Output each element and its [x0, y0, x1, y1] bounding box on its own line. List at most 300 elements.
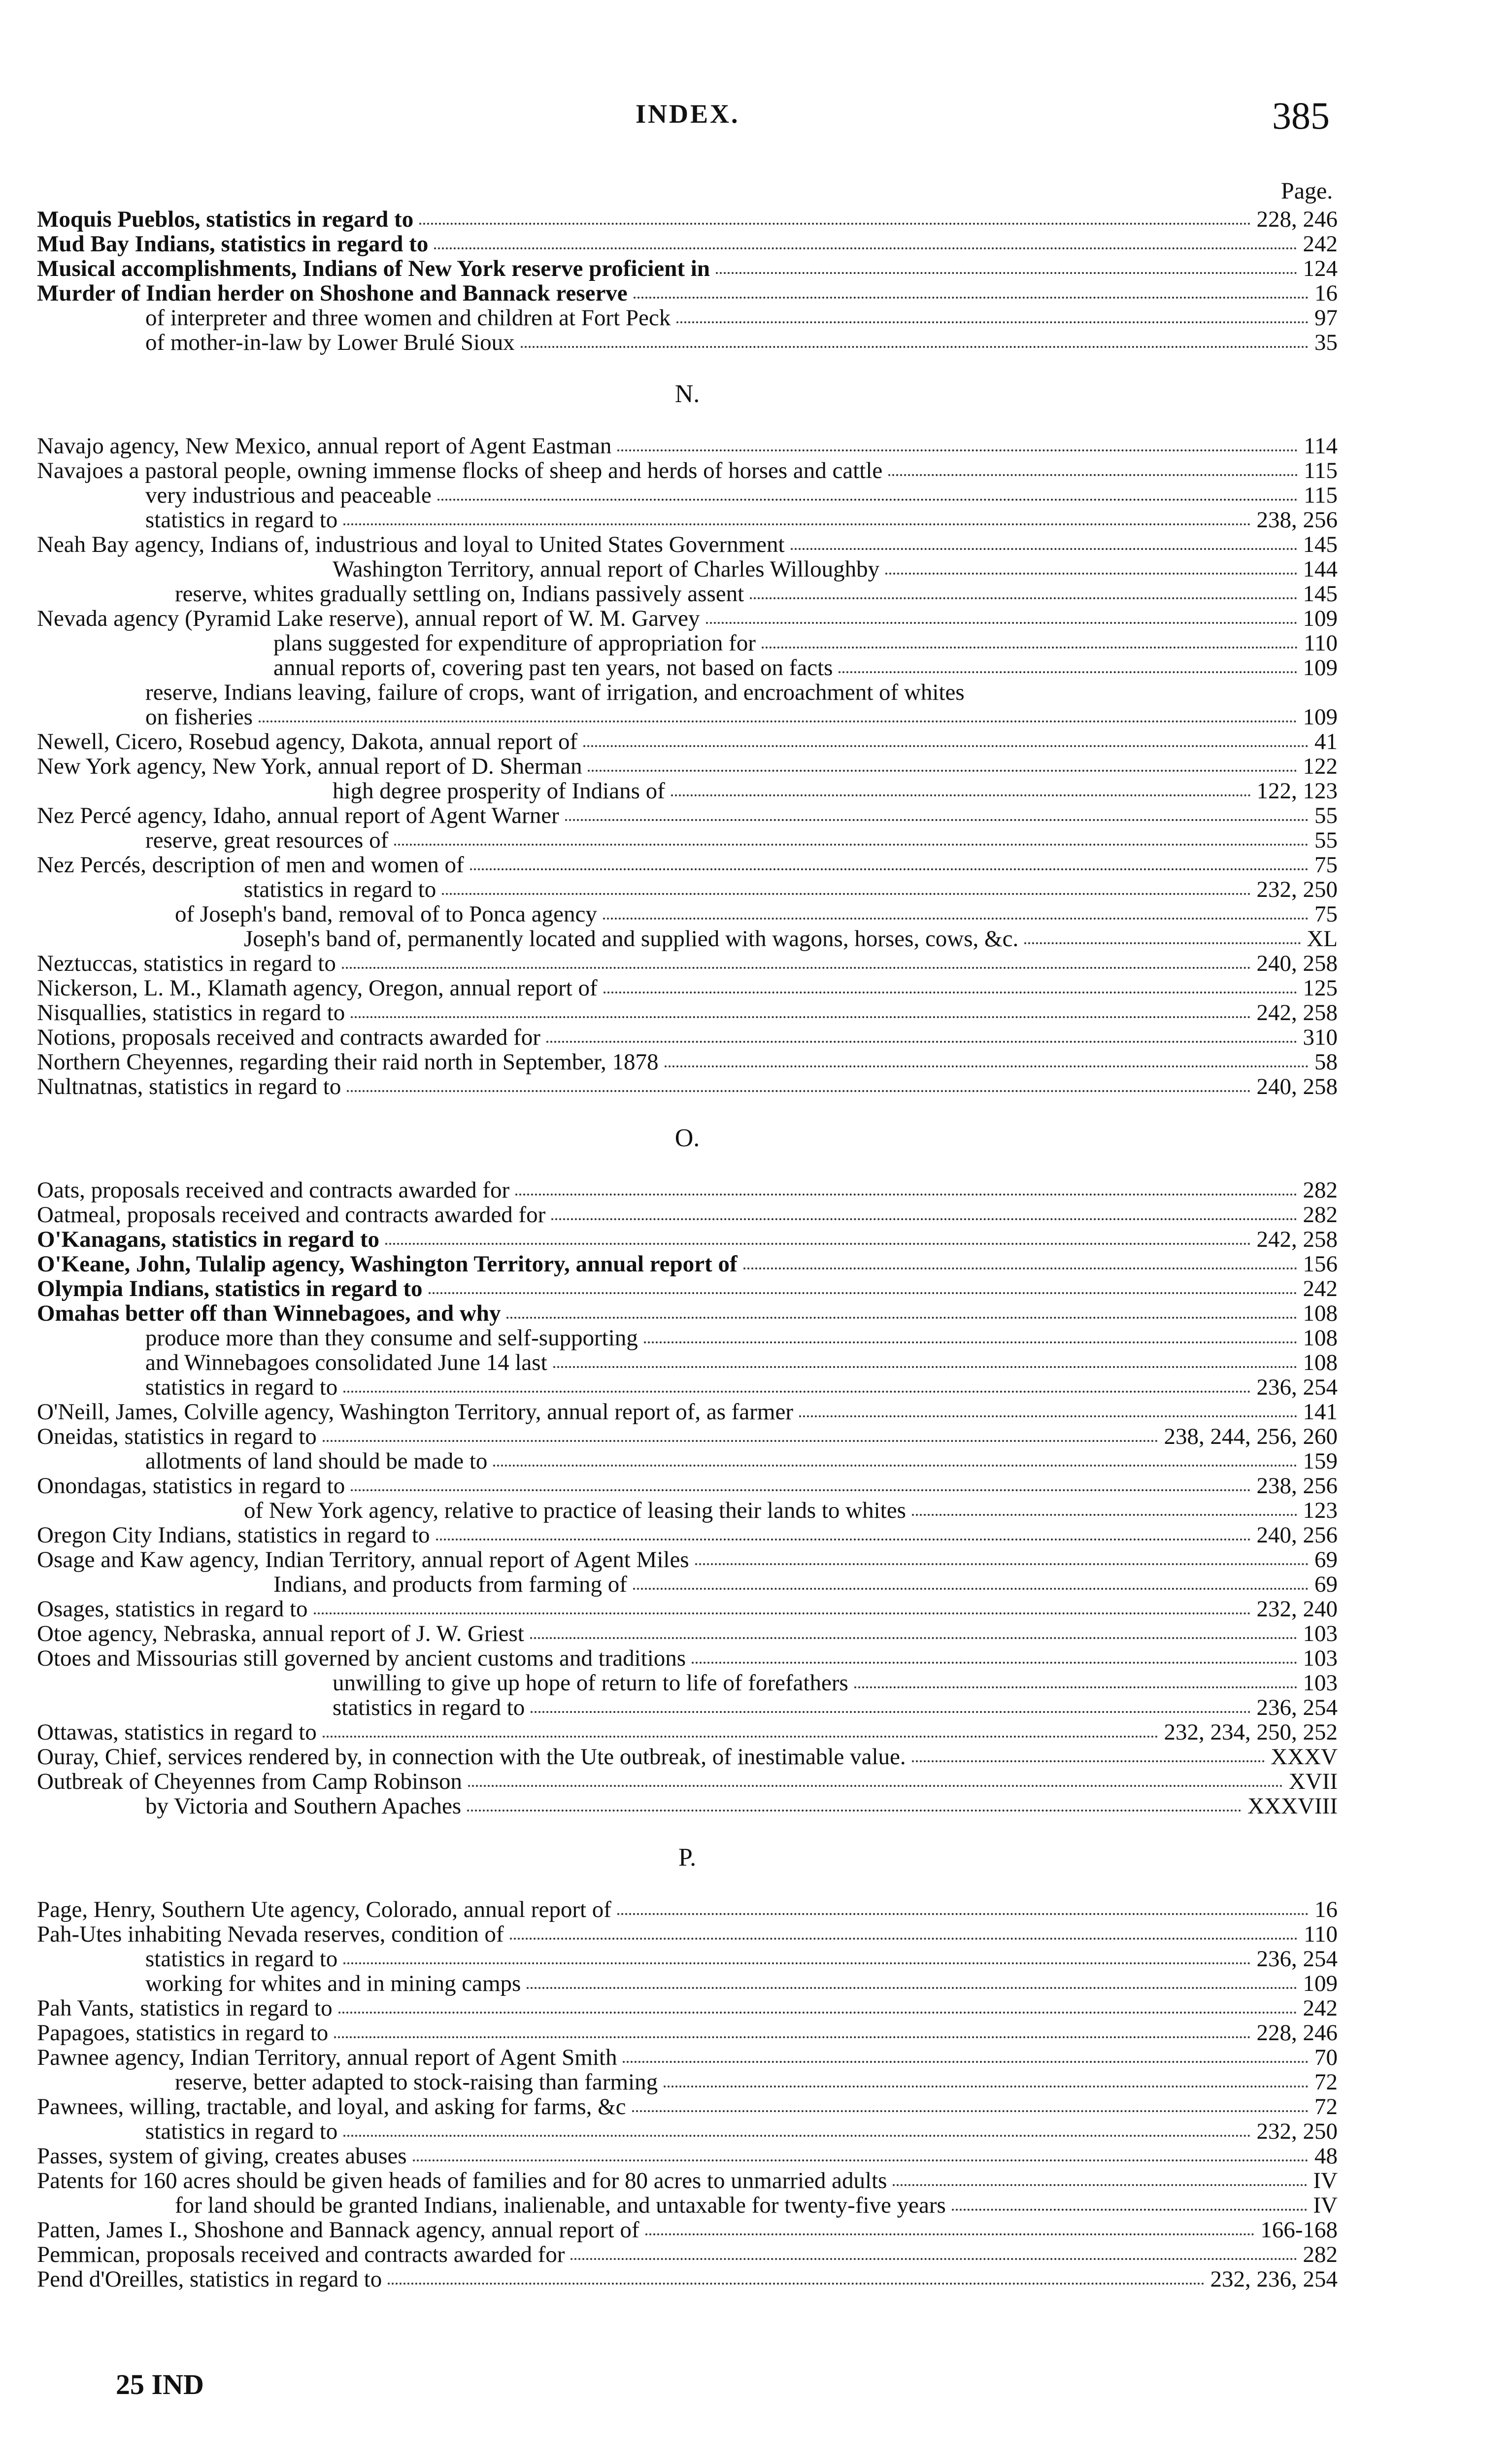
index-entry: [37, 877, 1338, 902]
entry-text: Oregon City Indians, statistics in regard to: [37, 1522, 430, 1548]
entry-pages: 108: [1303, 1325, 1338, 1351]
entry-pages: 238, 256: [1256, 507, 1338, 533]
dot-leader: [351, 1489, 1250, 1491]
entry-text: O'Neill, James, Colville agency, Washington Territory, annual report of, as farmer: [37, 1399, 793, 1425]
index-entry: [37, 976, 1338, 1000]
entry-text: Oats, proposals received and contracts awarded for: [37, 1177, 510, 1203]
entry-pages: 145: [1303, 581, 1338, 607]
entry-text: Musical accomplishments, Indians of New York reserve proficient in: [37, 256, 710, 281]
index-entry: [37, 582, 1338, 606]
entry-pages: 109: [1303, 1971, 1338, 1996]
dot-leader: [314, 1612, 1251, 1614]
dot-leader: [323, 1440, 1158, 1442]
entry-text: Page, Henry, Southern Ute agency, Colorado, annual report of: [37, 1897, 611, 1922]
dot-leader: [633, 1588, 1309, 1590]
index-entry: [37, 306, 1338, 330]
entry-pages: 159: [1303, 1448, 1338, 1474]
entry-pages: 240, 258: [1256, 951, 1338, 976]
dot-leader: [854, 1686, 1297, 1688]
index-entry: [37, 2020, 1338, 2045]
index-entry: [37, 508, 1338, 532]
dot-leader: [551, 1218, 1297, 1220]
entry-text: statistics in regard to: [244, 877, 437, 902]
page-header: [0, 94, 1512, 143]
entry-text: statistics in regard to: [145, 1374, 338, 1400]
dot-leader: [347, 1090, 1250, 1092]
index-entry: [37, 1996, 1338, 2020]
entry-text: statistics in regard to: [145, 507, 338, 533]
index-entry: [37, 2267, 1338, 2292]
entry-pages: 232, 250: [1256, 2119, 1338, 2144]
entry-pages: 228, 246: [1256, 2020, 1338, 2046]
entry-text: Pah-Utes inhabiting Nevada reserves, condition of: [37, 1921, 504, 1947]
entry-pages: 110: [1304, 1921, 1338, 1947]
dot-leader: [467, 1810, 1242, 1812]
entry-text: Moquis Pueblos, statistics in regard to: [37, 206, 414, 232]
dot-leader: [338, 2012, 1297, 2014]
dot-leader: [343, 1962, 1250, 1964]
index-entry: [37, 705, 1338, 729]
entry-text: and Winnebagoes consolidated June 14 last: [145, 1350, 547, 1375]
entry-pages: 238, 244, 256, 260: [1164, 1424, 1338, 1449]
entry-pages: 114: [1304, 433, 1338, 459]
dot-leader: [623, 2061, 1309, 2063]
entry-pages: 144: [1303, 556, 1338, 582]
entry-pages: 108: [1303, 1300, 1338, 1326]
dot-leader: [750, 597, 1297, 599]
index-entry: [37, 2094, 1338, 2119]
index-entry: [37, 1947, 1338, 1971]
entry-pages: 242: [1303, 231, 1338, 257]
entry-text: Pawnee agency, Indian Territory, annual report of Agent Smith: [37, 2045, 617, 2070]
dot-leader: [437, 499, 1298, 501]
entry-pages: 282: [1303, 1177, 1338, 1203]
dot-leader: [799, 1415, 1297, 1417]
dot-leader: [888, 474, 1298, 476]
dot-leader: [617, 449, 1298, 451]
entry-text: Navajo agency, New Mexico, annual report of Agent Eastman: [37, 433, 612, 459]
entry-text: Pend d'Oreilles, statistics in regard to: [37, 2266, 382, 2292]
index-entry: [37, 1202, 1338, 1227]
index-entry: [37, 926, 1338, 951]
entry-pages: 141: [1303, 1399, 1338, 1425]
entry-pages: 236, 254: [1256, 1695, 1338, 1720]
entry-pages: 240, 258: [1256, 1074, 1338, 1099]
dot-leader: [912, 1514, 1297, 1516]
index-entry: [37, 1000, 1338, 1025]
index-entry: [37, 779, 1338, 803]
index-entry: [37, 2144, 1338, 2168]
entry-pages: 240, 256: [1256, 1522, 1338, 1548]
entry-text: Joseph's band of, permanently located and supplied with wagons, horses, cows, &c.: [244, 926, 1019, 952]
index-entry: [37, 1178, 1338, 1202]
index-entry: [37, 458, 1338, 483]
index-entry: [37, 1745, 1338, 1769]
entry-pages: 72: [1314, 2069, 1338, 2095]
entry-pages: 110: [1304, 630, 1338, 656]
entry-text: of interpreter and three women and children at Fort Peck: [145, 305, 671, 331]
index-entry: [37, 1671, 1338, 1695]
dot-leader: [912, 1760, 1265, 1762]
page-number: 385: [1272, 94, 1330, 137]
dot-leader: [419, 223, 1250, 225]
entry-text: by Victoria and Southern Apaches: [145, 1793, 462, 1819]
section-letter: P.: [678, 1844, 697, 1872]
index-entry: [37, 853, 1338, 877]
entry-text: Olympia Indians, statistics in regard to: [37, 1276, 423, 1301]
index-entry: [37, 1326, 1338, 1350]
entry-text: of Joseph's band, removal of to Ponca agency: [175, 901, 597, 927]
dot-leader: [388, 2283, 1204, 2285]
entry-pages: 123: [1303, 1498, 1338, 1523]
entry-pages: XXXV: [1271, 1744, 1338, 1770]
dot-leader: [429, 1292, 1297, 1294]
entry-pages: XL: [1307, 926, 1338, 952]
entry-pages: 69: [1314, 1572, 1338, 1597]
entry-pages: 70: [1314, 2045, 1338, 2070]
dot-leader: [530, 1637, 1297, 1639]
index-entry: [37, 2218, 1338, 2242]
dot-leader: [665, 1065, 1309, 1067]
dot-leader: [743, 1267, 1297, 1269]
index-entry: [37, 1301, 1338, 1326]
entry-text: Nisquallies, statistics in regard to: [37, 1000, 345, 1026]
dot-leader: [1024, 942, 1301, 944]
entry-text: produce more than they consume and self-supporting: [145, 1325, 638, 1351]
entry-pages: 16: [1314, 280, 1338, 306]
dot-leader: [571, 2258, 1297, 2260]
entry-text: O'Keane, John, Tulalip agency, Washington Territory, annual report of: [37, 1251, 738, 1277]
entry-text: Patents for 160 acres should be given heads of families and for 80 acres to unmarried adults: [37, 2168, 887, 2193]
dot-leader: [259, 720, 1297, 722]
entry-pages: IV: [1313, 2192, 1338, 2218]
entry-text: Otoe agency, Nebraska, annual report of J. W. Griest: [37, 1621, 524, 1646]
dot-leader: [644, 1341, 1297, 1343]
entry-pages: IV: [1313, 2168, 1338, 2193]
index-entry: [37, 2045, 1338, 2070]
entry-text: statistics in regard to: [145, 2119, 338, 2144]
index-entry: [37, 532, 1338, 557]
entry-pages: 109: [1303, 704, 1338, 730]
dot-leader: [493, 1465, 1297, 1467]
index-entry: [37, 1547, 1338, 1572]
dot-leader: [343, 2135, 1250, 2137]
dot-leader: [634, 297, 1309, 299]
index-entry: [37, 1720, 1338, 1745]
dot-leader: [603, 918, 1309, 920]
entry-pages: 242, 258: [1256, 1000, 1338, 1026]
entry-pages: 232, 240: [1256, 1596, 1338, 1622]
dot-leader: [716, 272, 1297, 274]
entry-pages: 124: [1303, 256, 1338, 281]
dot-leader: [506, 1317, 1297, 1319]
entry-text: Washington Territory, annual report of Charles Willoughby: [333, 556, 880, 582]
index-entry: [37, 729, 1338, 754]
index-entry: [37, 1523, 1338, 1547]
entry-text: Omahas better off than Winnebagoes, and why: [37, 1300, 501, 1326]
entry-pages: 109: [1303, 606, 1338, 631]
index-entry: [37, 1350, 1338, 1375]
entry-pages: 238, 256: [1256, 1473, 1338, 1499]
entry-text: Otoes and Missourias still governed by ancient customs and traditions: [37, 1645, 686, 1671]
dot-leader: [342, 967, 1251, 969]
index-entry: [37, 207, 1338, 232]
index-entry: [37, 1252, 1338, 1276]
index-entry: [37, 1621, 1338, 1646]
entry-pages: 69: [1314, 1547, 1338, 1573]
index-entry: [37, 754, 1338, 779]
index-entry: [37, 828, 1338, 853]
entry-text: Murder of Indian herder on Shoshone and Bannack reserve: [37, 280, 628, 306]
index-entry: [37, 1498, 1338, 1523]
entry-pages: 108: [1303, 1350, 1338, 1375]
entry-pages: 236, 254: [1256, 1946, 1338, 1972]
entry-text: for land should be granted Indians, inalienable, and untaxable for twenty-five years: [175, 2192, 946, 2218]
dot-leader: [351, 1016, 1250, 1018]
index-entry: [37, 483, 1338, 508]
entry-text: Ottawas, statistics in regard to: [37, 1719, 317, 1745]
entry-text: Nez Percé agency, Idaho, annual report of Agent Warner: [37, 803, 559, 828]
entry-text: Oatmeal, proposals received and contracts awarded for: [37, 1202, 546, 1228]
entry-pages: 236, 254: [1256, 1374, 1338, 1400]
entry-pages: 282: [1303, 1202, 1338, 1228]
dot-leader: [839, 671, 1297, 673]
entry-text: reserve, whites gradually settling on, Indians passively assent: [175, 581, 744, 607]
entry-pages: 58: [1314, 1049, 1338, 1075]
entry-pages: 232, 250: [1256, 877, 1338, 902]
entry-text: Navajoes a pastoral people, owning immense flocks of sheep and herds of horses and cattle: [37, 458, 883, 483]
dot-leader: [553, 1366, 1297, 1368]
entry-text: statistics in regard to: [333, 1695, 525, 1720]
index-entry: [37, 1276, 1338, 1301]
entry-pages: 75: [1314, 901, 1338, 927]
entry-text: reserve, Indians leaving, failure of crops, want of irrigation, and encroachment of whites: [145, 680, 965, 705]
entry-pages: 242: [1303, 1276, 1338, 1301]
entry-text: Onondagas, statistics in regard to: [37, 1473, 345, 1499]
dot-leader: [442, 893, 1250, 895]
entry-text: Nultnatnas, statistics in regard to: [37, 1074, 341, 1099]
entry-text: Osage and Kaw agency, Indian Territory, annual report of Agent Miles: [37, 1547, 689, 1573]
entry-text: Northern Cheyennes, regarding their raid north in September, 1878: [37, 1049, 659, 1075]
entry-text: Pemmican, proposals received and contracts awarded for: [37, 2242, 565, 2267]
index-entry: [37, 1074, 1338, 1099]
entry-pages: 103: [1303, 1621, 1338, 1646]
entry-text: Neah Bay agency, Indians of, industrious and loyal to United States Government: [37, 532, 785, 557]
entry-pages: 232, 234, 250, 252: [1164, 1719, 1338, 1745]
entry-pages: 103: [1303, 1645, 1338, 1671]
entry-pages: 41: [1314, 729, 1338, 754]
entry-pages: 72: [1314, 2094, 1338, 2120]
dot-leader: [510, 1938, 1298, 1940]
entry-text: allotments of land should be made to: [145, 1448, 488, 1474]
entry-pages: 156: [1303, 1251, 1338, 1277]
dot-leader: [632, 2110, 1309, 2112]
index-entry: [37, 1424, 1338, 1449]
entry-text: Indians, and products from farming of: [273, 1572, 627, 1597]
index-entry: [37, 232, 1338, 256]
dot-leader: [470, 868, 1309, 870]
index-entry: [37, 1473, 1338, 1498]
index-entry: [37, 2070, 1338, 2094]
section-letter: O.: [674, 1124, 700, 1152]
entry-text: Ouray, Chief, services rendered by, in connection with the Ute outbreak, of inestimable value.: [37, 1744, 906, 1770]
dot-leader: [527, 1987, 1297, 1989]
index-entry: [37, 557, 1338, 582]
entry-pages: 103: [1303, 1670, 1338, 1696]
entry-text: annual reports of, covering past ten years, not based on facts: [273, 655, 833, 681]
dot-leader: [664, 2086, 1309, 2088]
index-entry: [37, 1050, 1338, 1074]
index-entry: [37, 281, 1338, 306]
entry-text: Pah Vants, statistics in regard to: [37, 1995, 333, 2021]
entry-text: reserve, great resources of: [145, 827, 389, 853]
entry-pages: 242, 258: [1256, 1227, 1338, 1252]
entry-text: New York agency, New York, annual report of D. Sherman: [37, 753, 582, 779]
dot-leader: [692, 1662, 1297, 1664]
entry-text: high degree prosperity of Indians of: [333, 778, 665, 804]
entry-pages: 145: [1303, 532, 1338, 557]
dot-leader: [323, 1736, 1158, 1738]
entry-pages: 282: [1303, 2242, 1338, 2267]
index-entry: [37, 606, 1338, 631]
dot-leader: [893, 2184, 1307, 2186]
dot-leader: [706, 622, 1297, 624]
index-entry: [37, 1794, 1338, 1818]
index-entry: [37, 803, 1338, 828]
dot-leader: [885, 573, 1297, 575]
index-entry: [37, 2242, 1338, 2267]
dot-leader: [565, 819, 1309, 821]
entry-text: Mud Bay Indians, statistics in regard to: [37, 231, 429, 257]
dot-leader: [394, 844, 1309, 846]
dot-leader: [343, 1391, 1250, 1393]
dot-leader: [695, 1563, 1309, 1565]
entry-text: working for whites and in mining camps: [145, 1971, 521, 1996]
signature-mark: 25 IND: [116, 2368, 204, 2400]
index-content: [37, 207, 1338, 2292]
index-entry: [37, 1025, 1338, 1050]
index-entry: [37, 1971, 1338, 1996]
index-entry: [37, 434, 1338, 458]
page-title: INDEX.: [636, 99, 740, 129]
entry-text: statistics in regard to: [145, 1946, 338, 1972]
entry-pages: 109: [1303, 655, 1338, 681]
dot-leader: [434, 247, 1297, 249]
index-entry: [37, 1897, 1338, 1922]
entry-text: Notions, proposals received and contracts awarded for: [37, 1025, 540, 1050]
index-entry: [37, 1695, 1338, 1720]
entry-text: of mother-in-law by Lower Brulé Sioux: [145, 330, 515, 355]
entry-pages: 16: [1314, 1897, 1338, 1922]
entry-pages: 115: [1304, 458, 1338, 483]
entry-pages: 166-168: [1260, 2217, 1338, 2243]
entry-text: Osages, statistics in regard to: [37, 1596, 308, 1622]
entry-pages: 310: [1303, 1025, 1338, 1050]
index-entry: [37, 2119, 1338, 2144]
entry-text: reserve, better adapted to stock-raising than farming: [175, 2069, 658, 2095]
dot-leader: [521, 346, 1309, 348]
index-entry: [37, 1769, 1338, 1794]
index-entry: [37, 1922, 1338, 1947]
entry-text: Nevada agency (Pyramid Lake reserve), annual report of W. M. Garvey: [37, 606, 700, 631]
entry-text: Passes, system of giving, creates abuses: [37, 2143, 407, 2169]
dot-leader: [791, 548, 1297, 550]
index-entry: [37, 631, 1338, 655]
dot-leader: [676, 321, 1309, 323]
entry-pages: 97: [1314, 305, 1338, 331]
entry-pages: 55: [1314, 827, 1338, 853]
entry-pages: 48: [1314, 2143, 1338, 2169]
dot-leader: [671, 794, 1251, 796]
dot-leader: [515, 1194, 1297, 1196]
index-entry: [37, 1375, 1338, 1400]
entry-pages: 115: [1304, 482, 1338, 508]
index-entry: [37, 655, 1338, 680]
index-entry: [37, 1646, 1338, 1671]
dot-leader: [413, 2159, 1309, 2161]
entry-text: Nez Percés, description of men and women of: [37, 852, 464, 878]
dot-leader: [385, 1243, 1250, 1245]
index-entry: [37, 680, 1338, 705]
dot-leader: [645, 2233, 1255, 2235]
index-entry: [37, 2168, 1338, 2193]
entry-pages: XVII: [1288, 1769, 1338, 1794]
entry-text: O'Kanagans, statistics in regard to: [37, 1227, 380, 1252]
entry-text: Neztuccas, statistics in regard to: [37, 951, 336, 976]
page-column-label: Page.: [1281, 178, 1333, 204]
entry-text: Newell, Cicero, Rosebud agency, Dakota, annual report of: [37, 729, 578, 754]
entry-pages: 75: [1314, 852, 1338, 878]
entry-text: unwilling to give up hope of return to life of forefathers: [333, 1670, 848, 1696]
entry-pages: 125: [1303, 975, 1338, 1001]
entry-pages: 228, 246: [1256, 206, 1338, 232]
entry-pages: XXXVIII: [1247, 1793, 1338, 1819]
entry-pages: 232, 236, 254: [1210, 2266, 1338, 2292]
dot-leader: [468, 1785, 1283, 1787]
section-letter: N.: [674, 380, 700, 408]
dot-leader: [588, 770, 1297, 772]
index-entry: [37, 1227, 1338, 1252]
entry-pages: 55: [1314, 803, 1338, 828]
dot-leader: [583, 745, 1309, 747]
index-entry: [37, 1597, 1338, 1621]
index-entry: [37, 1572, 1338, 1597]
entry-text: Papagoes, statistics in regard to: [37, 2020, 329, 2046]
entry-text: on fisheries: [145, 704, 253, 730]
dot-leader: [546, 1041, 1297, 1043]
index-entry: [37, 951, 1338, 976]
entry-text: Patten, James I., Shoshone and Bannack agency, annual report of: [37, 2217, 639, 2243]
index-entry: [37, 2193, 1338, 2218]
entry-pages: 122, 123: [1256, 778, 1338, 804]
entry-text: very industrious and peaceable: [145, 482, 432, 508]
dot-leader: [952, 2209, 1308, 2211]
dot-leader: [343, 523, 1250, 525]
entry-pages: 35: [1314, 330, 1338, 355]
index-entry: [37, 256, 1338, 281]
dot-leader: [436, 1539, 1251, 1540]
entry-text: Oneidas, statistics in regard to: [37, 1424, 317, 1449]
index-entry: [37, 330, 1338, 355]
dot-leader: [531, 1711, 1250, 1713]
entry-text: of New York agency, relative to practice of leasing their lands to whites: [244, 1498, 906, 1523]
index-entry: [37, 1449, 1338, 1473]
entry-text: Outbreak of Cheyennes from Camp Robinson: [37, 1769, 462, 1794]
dot-leader: [617, 1913, 1309, 1915]
entry-text: plans suggested for expenditure of appropriation for: [273, 630, 756, 656]
entry-pages: 242: [1303, 1995, 1338, 2021]
entry-pages: 122: [1303, 753, 1338, 779]
